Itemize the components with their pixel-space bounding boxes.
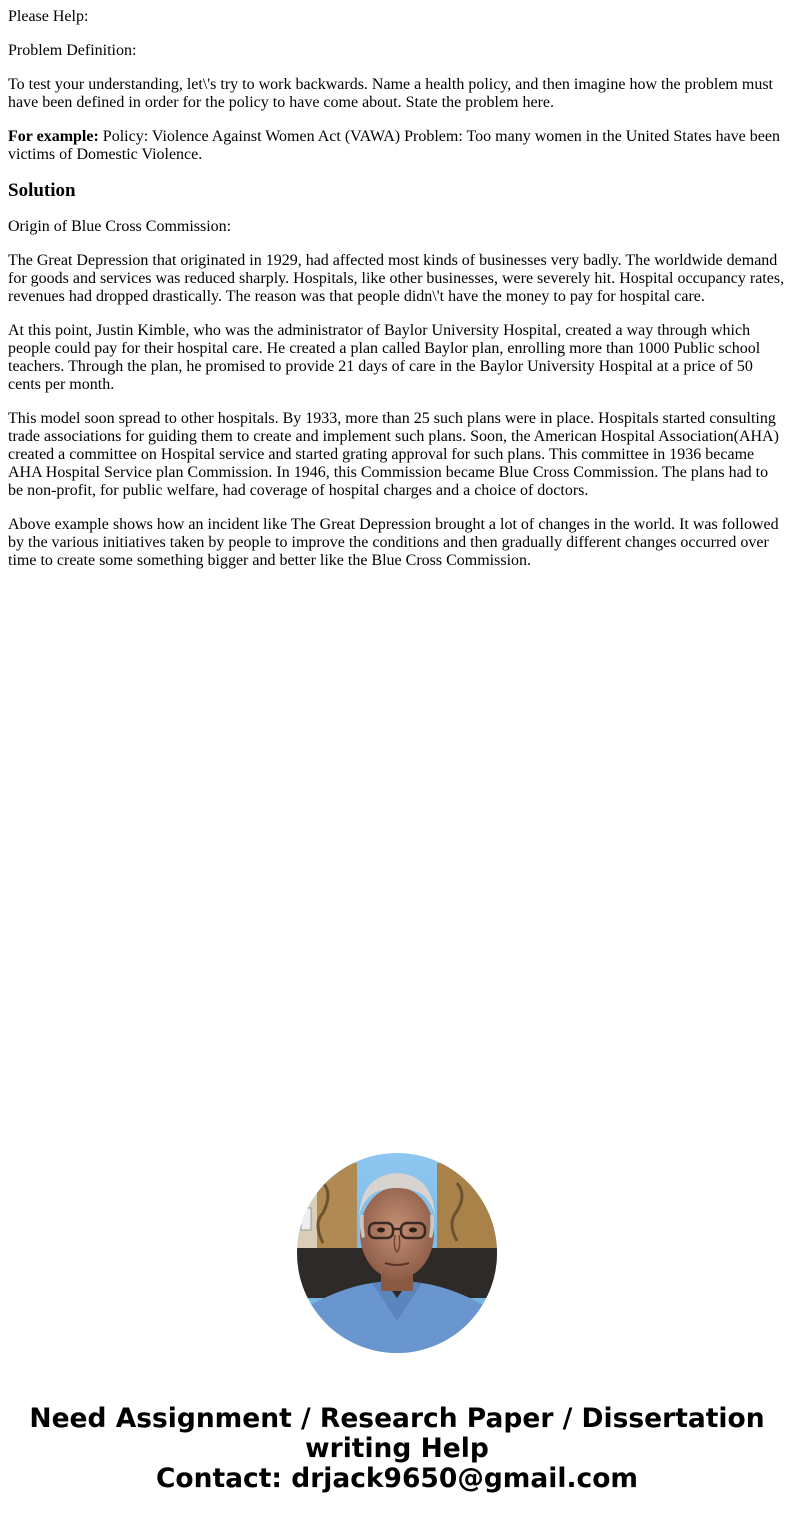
question-body: To test your understanding, let\'s try to work backwards. Name a health policy, and then imagine how the problem must have been defined in order for the policy to have come about. State the problem here. — [8, 76, 773, 111]
solution-heading: Solution — [8, 180, 76, 201]
question-example — [8, 128, 786, 164]
question-intro: Please Help: — [8, 8, 89, 25]
solution-paragraph: The Great Depression that originated in 1929, had affected most kinds of businesses very badly. The worldwide demand for goods and services was reduced sharply. Hospitals, like other businesses, were severely hit. Hospital occupancy rates, revenues had dropped drastically. The reason was that people didn\'t have the money to pay for hospital care. — [8, 252, 785, 305]
solution-paragraph: Above example shows how an incident like The Great Depression brought a lot of changes in the world. It was followed by the various initiatives taken by people to improve the conditions and then gradually different changes occurred over time to create some something bigger and better like the Blue Cross Commission. — [8, 516, 779, 569]
solution-paragraph: At this point, Justin Kimble, who was the administrator of Baylor University Hospital, created a way through which people could pay for their hospital care. He created a plan called Baylor plan, enrolling more than 1000 Public school teachers. Through the plan, he promised to provide 21 days of care in the Baylor University Hospital at a price of 50 cents per month. — [8, 322, 761, 393]
author-avatar — [297, 1153, 497, 1353]
promo-line-2: writing Help — [305, 1433, 489, 1464]
question-heading: Problem Definition: — [8, 42, 137, 59]
example-text: Policy: Violence Against Women Act (VAWA) Problem: Too many women in the United States have been victims of Domestic Violence. — [8, 128, 780, 163]
example-label: For example: — [8, 128, 99, 145]
solution-paragraph: This model soon spread to other hospitals. By 1933, more than 25 such plans were in place. Hospitals started consulting trade associations for guiding them to create and implement such plans. Soon, the American Hospital Association(AHA) created a committee on Hospital service and started grating approval for such plans. This committee in 1936 became AHA Hospital Service plan Commission. In 1946, this Commission became Blue Cross Commission. The plans had to be non-profit, for public welfare, had coverage of hospital charges and a choice of doctors. — [8, 410, 779, 499]
promo-line-1: Need Assignment / Research Paper / Dissertation — [29, 1403, 765, 1434]
promo-banner — [0, 1404, 794, 1494]
author-portrait-icon — [297, 1153, 497, 1353]
promo-contact: Contact: drjack9650@gmail.com — [155, 1463, 639, 1494]
document-content — [8, 0, 786, 586]
solution-title: Origin of Blue Cross Commission: — [8, 218, 232, 235]
